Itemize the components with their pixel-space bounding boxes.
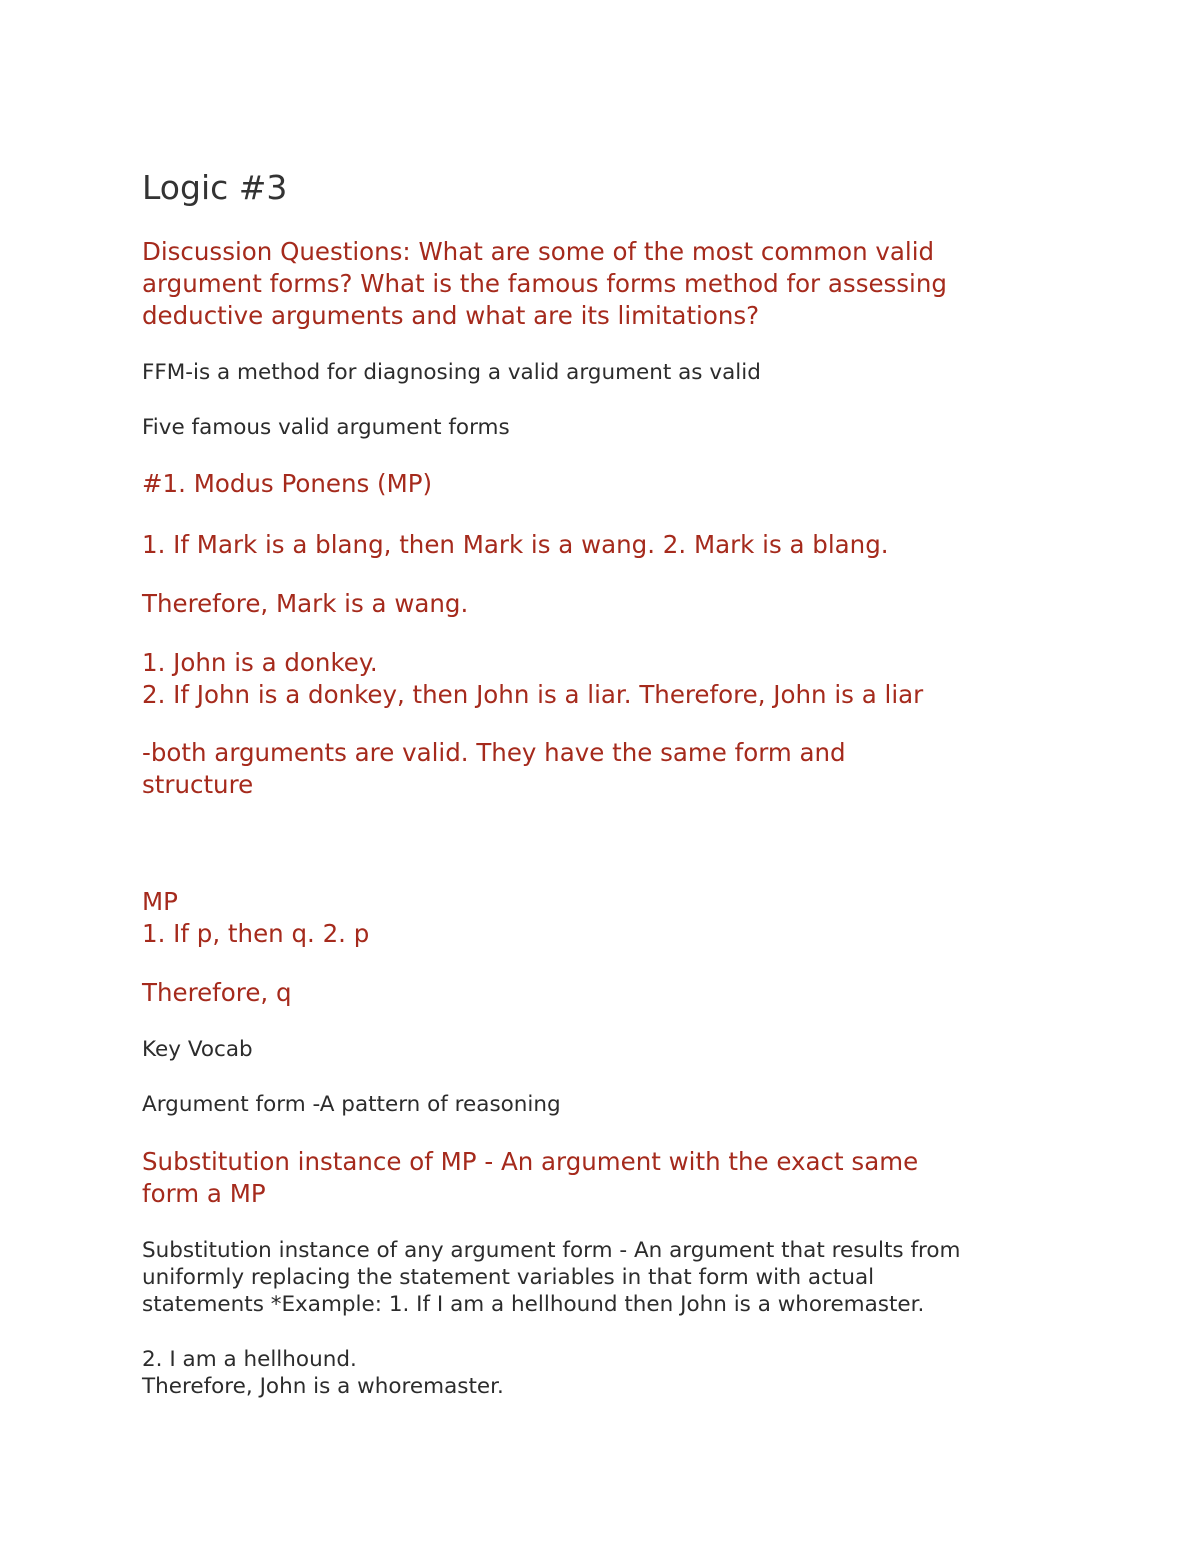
substitution-any-line: Substitution instance of any argument form - An argument that results from [142,1238,961,1263]
substitution-any-line: statements *Example: 1. If I am a hellhound then John is a whoremaster. [142,1292,925,1317]
final-example-line: Therefore, John is a whoremaster. [142,1374,504,1399]
ffm-definition: FFM-is a method for diagnosing a valid argument as valid [142,360,761,385]
substitution-mp-line: Substitution instance of MP - An argument with the exact same [142,1147,919,1176]
substitution-instance-mp [142,1146,1092,1210]
argument-form-definition: Argument form -A pattern of reasoning [142,1092,561,1117]
key-vocab-heading: Key Vocab [142,1037,253,1062]
discussion-line: deductive arguments and what are its limitations? [142,301,760,330]
discussion-line: Discussion Questions: What are some of the most common valid [142,237,935,266]
example2 [142,647,1092,711]
both-valid-line: structure [142,770,254,799]
five-forms-text: Five famous valid argument forms [142,415,510,440]
example1-premises: 1. If Mark is a blang, then Mark is a wang. 2. Mark is a blang. [142,530,889,559]
both-valid-note [142,737,1092,801]
example2-line: 2. If John is a donkey, then John is a liar. Therefore, John is a liar [142,680,924,709]
substitution-instance-any [142,1237,1092,1318]
substitution-any-line: uniformly replacing the statement variables in that form with actual [142,1265,875,1290]
mp-form [142,886,1092,950]
final-example [142,1346,1092,1400]
substitution-mp-line: form a MP [142,1179,266,1208]
mp-form-line: MP [142,887,178,916]
final-example-line: 2. I am a hellhound. [142,1347,357,1372]
both-valid-line: -both arguments are valid. They have the same form and [142,738,846,767]
mp-form-line: 1. If p, then q. 2. p [142,919,370,948]
mp-conclusion: Therefore, q [142,978,292,1007]
discussion-questions [142,236,1092,332]
document-title: Logic #3 [142,168,288,207]
example2-line: 1. John is a donkey. [142,648,378,677]
modus-ponens-heading: #1. Modus Ponens (MP) [142,469,433,498]
discussion-line: argument forms? What is the famous forms method for assessing [142,269,947,298]
example1-conclusion: Therefore, Mark is a wang. [142,589,469,618]
